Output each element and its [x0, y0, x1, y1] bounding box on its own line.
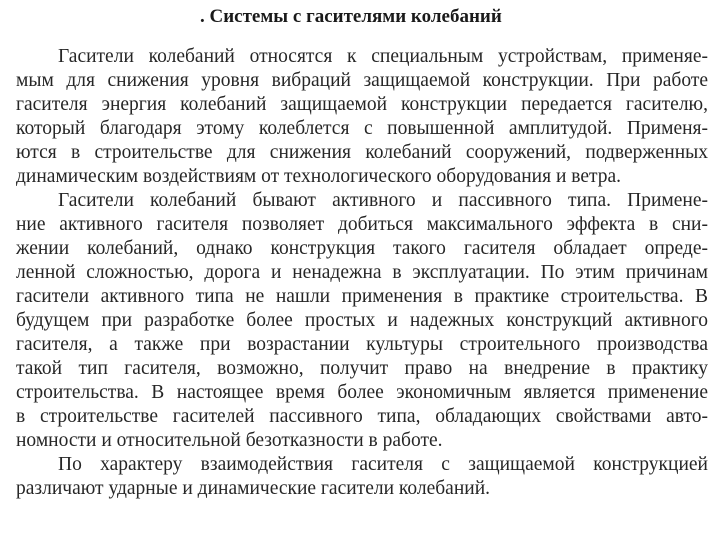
paragraph-2-line-11: номности и относительной безотказности в работе. [16, 430, 443, 451]
paragraph-2-line-4: ленной сложностью, дорога и ненадежна в эксплуатации. По этим причинам [16, 262, 708, 283]
paragraph-2-line-10: в строительстве гасителей пассивного типа, обладающих свойствами авто- [16, 406, 708, 427]
paragraph-2-line-5: гасители активного типа не нашли применения в практике строительства. В [16, 286, 708, 307]
paragraph-1-line-4: который благодаря этому колеблется с повышенной амплитудой. Применя- [16, 118, 708, 139]
paragraph-1-line-5: ются в строительстве для снижения колебаний сооружений, подверженных [16, 142, 708, 163]
paragraph-1-line-6: динамическим воздействиям от технологического оборудования и ветра. [16, 166, 622, 187]
paragraph-1-line-3: гасителя энергия колебаний защищаемой конструкции передается гасителю, [16, 94, 708, 115]
paragraph-3-line-1: По характеру взаимодействия гасителя с защищаемой конструкцией [58, 454, 708, 475]
section-title: . Системы с гасителями колебаний [200, 6, 502, 27]
paragraph-2-line-3: жении колебаний, однако конструкция такого гасителя обладает опреде- [16, 238, 708, 259]
paragraph-2-line-7: гасителя, а также при возрастании культуры строительного производства [16, 334, 708, 355]
paragraph-2-line-2: ние активного гасителя позволяет добиться максимального эффекта в сни- [16, 214, 708, 235]
paragraph-2-line-1: Гасители колебаний бывают активного и пассивного типа. Примене- [58, 190, 708, 211]
paragraph-3-line-2: различают ударные и динамические гасители колебаний. [16, 478, 491, 499]
paragraph-1-line-2: мым для снижения уровня вибраций защищаемой конструкции. При работе [16, 70, 708, 91]
paragraph-2-line-8: такой тип гасителя, возможно, получит право на внедрение в практику [16, 358, 708, 379]
paragraph-1-line-1: Гасители колебаний относятся к специальным устройствам, применяе- [58, 46, 708, 67]
paragraph-2-line-6: будущем при разработке более простых и надежных конструкций активного [16, 310, 708, 331]
paragraph-2-line-9: строительства. В настоящее время более экономичным является применение [16, 382, 708, 403]
